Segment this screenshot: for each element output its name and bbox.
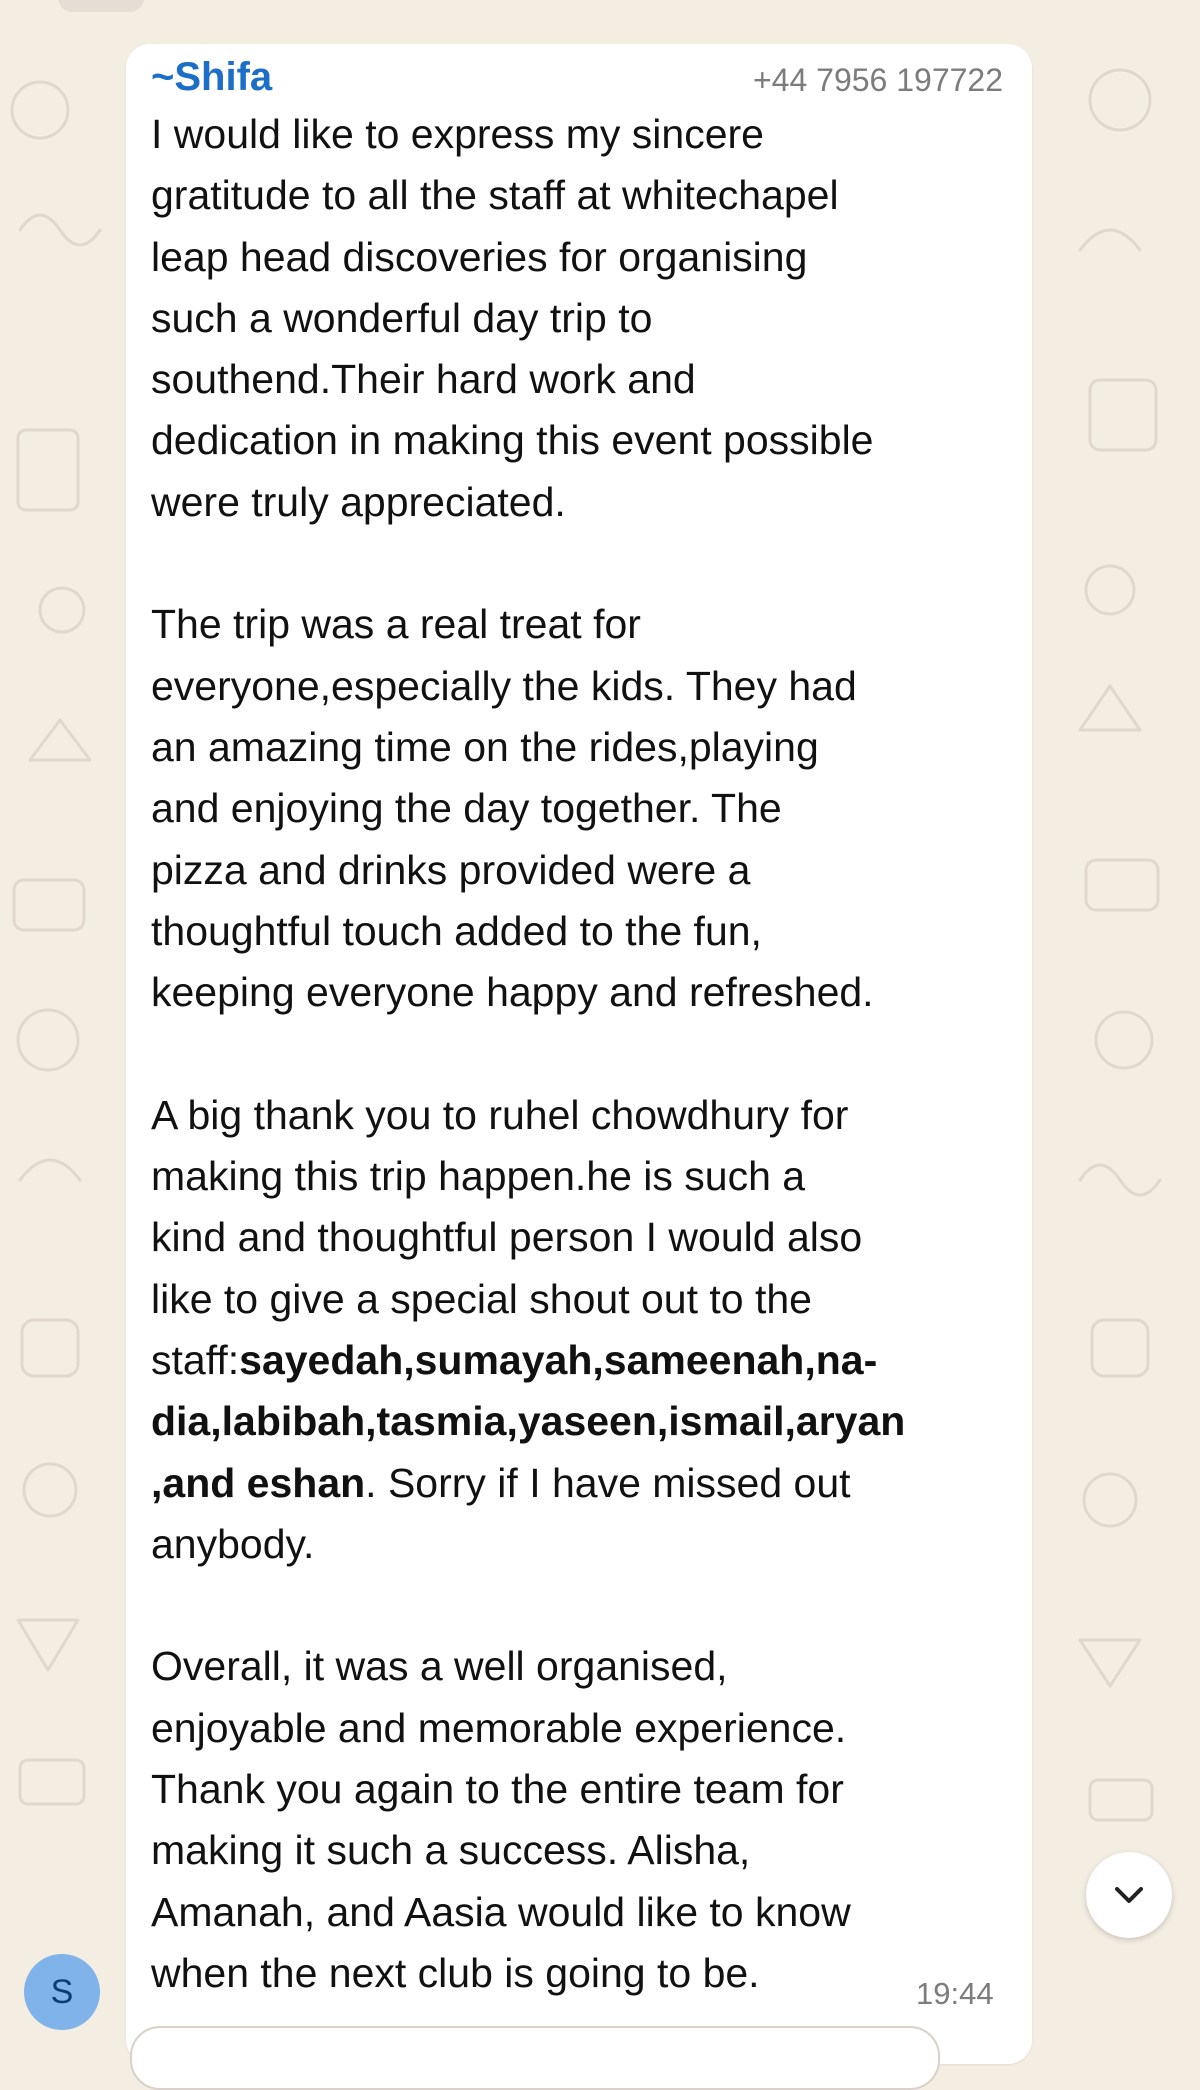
message-line: Amanah, and Aasia would like to know (151, 1888, 851, 1935)
message-line: enjoyable and memorable experience. (151, 1704, 847, 1751)
message-line: anybody. (151, 1520, 315, 1567)
message-timestamp: 19:44 (916, 1976, 994, 2011)
top-bar-remnant (58, 0, 144, 12)
message-paragraph (151, 594, 1021, 1023)
message-line: kind and thoughtful person I would also (151, 1214, 863, 1261)
staff-names: ,and eshan (151, 1459, 366, 1506)
message-line: Thank you again to the entire team for (151, 1766, 844, 1813)
message-line: I would like to express my sincere (151, 111, 764, 157)
staff-outro: . Sorry if I have missed out (365, 1459, 851, 1506)
message-line (151, 1453, 1021, 1514)
message-line: A big thank you to ruhel chowdhury for (151, 1091, 849, 1138)
message-line: leap head discoveries for organising (151, 233, 808, 280)
message-line: gratitude to all the staff at whitechapel (151, 172, 839, 219)
message-header (151, 52, 1003, 102)
message-line: and enjoying the day together. The (151, 785, 782, 832)
message-line: like to give a special shout out to the (151, 1275, 812, 1322)
message-paragraph (151, 1636, 1021, 2004)
message-paragraph (151, 1085, 1021, 1575)
staff-names: dia,labibah,tasmia,yaseen,ismail,aryan (151, 1398, 906, 1445)
staff-intro: staff: (151, 1336, 240, 1383)
message-line: thoughtful touch added to the fun, (151, 907, 762, 954)
message-line: southend.Their hard work and (151, 356, 696, 403)
message-text (151, 104, 1021, 2004)
message-line: an amazing time on the rides,playing (151, 723, 819, 770)
message-line: Overall, it was a well organised, (151, 1643, 728, 1690)
sender-phone[interactable]: +44 7956 197722 (752, 62, 1003, 98)
message-line: dedication in making this event possible (151, 417, 874, 464)
message-line: were truly appreciated. (151, 478, 566, 525)
message-line: when the next club is going to be. (151, 1949, 760, 1996)
scroll-down-button[interactable] (1086, 1852, 1172, 1938)
message-line: everyone,especially the kids. They had (151, 662, 857, 709)
staff-names: sayedah,sumayah,sameenah,na- (239, 1336, 878, 1383)
message-line (151, 1330, 1021, 1391)
message-line: making this trip happen.he is such a (151, 1153, 806, 1200)
message-line: keeping everyone happy and refreshed. (151, 969, 874, 1016)
message-input[interactable] (130, 2026, 940, 2090)
message-line: pizza and drinks provided were a (151, 846, 751, 893)
avatar[interactable] (24, 1954, 100, 2030)
message-line: The trip was a real treat for (151, 601, 641, 648)
sender-name[interactable]: ~Shifa (151, 55, 273, 99)
chevron-down-icon (1109, 1875, 1149, 1915)
message-paragraph (151, 104, 1021, 533)
message-line: such a wonderful day trip to (151, 294, 653, 341)
avatar-initial: S (50, 1973, 74, 2011)
message-line: making it such a success. Alisha, (151, 1827, 751, 1874)
